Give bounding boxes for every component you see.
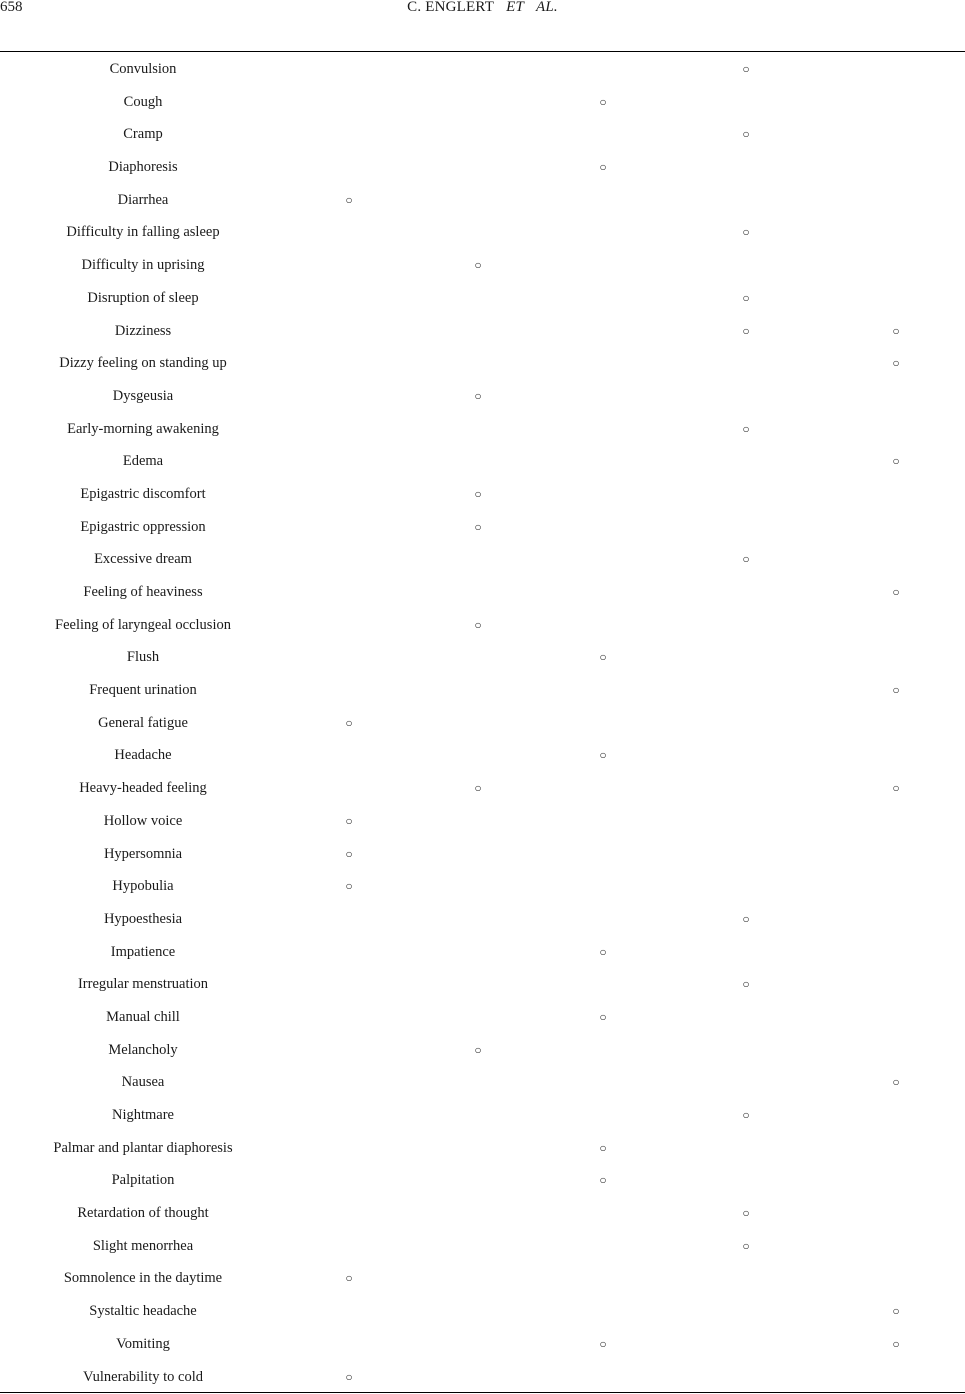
table-row	[0, 150, 965, 183]
symptom-label: Difficulty in uprising	[81, 257, 205, 274]
symptom-label: Headache	[114, 747, 172, 764]
circle-mark-icon: ○	[892, 1304, 900, 1319]
circle-mark-icon: ○	[742, 977, 750, 992]
circle-mark-icon: ○	[345, 879, 353, 894]
table-row	[0, 1196, 965, 1229]
symptom-label: Hypoesthesia	[103, 910, 183, 927]
symptom-label: Cramp	[123, 126, 163, 143]
circle-mark-icon: ○	[345, 192, 353, 207]
circle-mark-icon: ○	[892, 683, 900, 698]
table-row	[0, 510, 965, 543]
table-bottom-rule	[0, 1392, 965, 1393]
running-head	[0, 0, 965, 16]
table-row	[0, 1131, 965, 1164]
table-row	[0, 673, 965, 706]
symptom-label: Excessive dream	[94, 551, 192, 568]
circle-mark-icon: ○	[742, 225, 750, 240]
table-row	[0, 1065, 965, 1098]
circle-mark-icon: ○	[742, 1206, 750, 1221]
circle-mark-icon: ○	[892, 1336, 900, 1351]
table-row	[0, 52, 965, 85]
circle-mark-icon: ○	[599, 94, 607, 109]
symptom-label: Nausea	[121, 1074, 165, 1091]
circle-mark-icon: ○	[345, 715, 353, 730]
symptom-label: Vomiting	[116, 1335, 170, 1352]
table-row	[0, 542, 965, 575]
circle-mark-icon: ○	[474, 258, 482, 273]
table-row	[0, 1000, 965, 1033]
symptom-label: Early-morning awakening	[67, 420, 219, 437]
symptom-label: Dysgeusia	[112, 387, 174, 404]
circle-mark-icon: ○	[742, 552, 750, 567]
symptom-label: Impatience	[110, 943, 176, 960]
symptom-label: Dizzy feeling on standing up	[59, 355, 227, 372]
table-row	[0, 1327, 965, 1360]
symptom-label: Convulsion	[109, 61, 177, 77]
running-head-author: C. ENGLERT	[407, 0, 495, 15]
symptom-label: Hollow voice	[103, 812, 183, 829]
circle-mark-icon: ○	[474, 617, 482, 632]
symptom-label: Diarrhea	[117, 191, 169, 208]
table-row	[0, 477, 965, 510]
circle-mark-icon: ○	[599, 1336, 607, 1351]
circle-mark-icon: ○	[345, 813, 353, 828]
circle-mark-icon: ○	[474, 519, 482, 534]
circle-mark-icon: ○	[345, 846, 353, 861]
symptom-label: Hypobulia	[112, 878, 174, 895]
symptom-label: Feeling of laryngeal occlusion	[55, 616, 231, 633]
circle-mark-icon: ○	[599, 1009, 607, 1024]
circle-mark-icon: ○	[892, 1075, 900, 1090]
symptom-label: Feeling of heaviness	[83, 584, 203, 600]
table-row	[0, 281, 965, 314]
table-row	[0, 608, 965, 641]
circle-mark-icon: ○	[742, 1108, 750, 1122]
table-row	[0, 869, 965, 902]
table-row	[0, 215, 965, 248]
circle-mark-icon: ○	[599, 1173, 607, 1188]
symptom-label: Frequent urination	[89, 682, 197, 699]
table-row	[0, 444, 965, 477]
circle-mark-icon: ○	[742, 290, 750, 305]
symptom-label: Flush	[126, 649, 160, 666]
circle-mark-icon: ○	[742, 323, 750, 338]
symptom-label: Nightmare	[111, 1107, 174, 1123]
circle-mark-icon: ○	[474, 388, 482, 403]
table-row	[0, 1229, 965, 1262]
circle-mark-icon: ○	[892, 323, 900, 338]
table-row	[0, 804, 965, 837]
circle-mark-icon: ○	[474, 1042, 482, 1057]
circle-mark-icon: ○	[345, 1271, 353, 1286]
symptom-label: Dizziness	[114, 322, 172, 339]
table-row	[0, 935, 965, 968]
circle-mark-icon: ○	[892, 454, 900, 469]
circle-mark-icon: ○	[599, 160, 607, 175]
circle-mark-icon: ○	[599, 748, 607, 763]
symptom-label: Heavy-headed feeling	[79, 780, 207, 797]
circle-mark-icon: ○	[474, 486, 482, 501]
symptom-label: Edema	[122, 453, 164, 470]
symptom-label: Palmar and plantar diaphoresis	[53, 1139, 233, 1156]
circle-mark-icon: ○	[742, 421, 750, 436]
symptom-label: Epigastric discomfort	[80, 485, 206, 502]
table-row	[0, 1033, 965, 1066]
circle-mark-icon: ○	[742, 1238, 750, 1253]
table-row	[0, 771, 965, 804]
symptom-label: Melancholy	[108, 1041, 178, 1058]
circle-mark-icon: ○	[892, 356, 900, 371]
table-row	[0, 640, 965, 673]
symptom-label: Diaphoresis	[108, 159, 178, 176]
symptom-label: Palpitation	[111, 1172, 175, 1189]
table-row	[0, 837, 965, 870]
symptom-label: Hypersomnia	[103, 845, 183, 862]
circle-mark-icon: ○	[892, 585, 900, 599]
table-row	[0, 575, 965, 608]
symptom-label: Retardation of thought	[77, 1205, 209, 1222]
table-row	[0, 346, 965, 379]
table-row	[0, 902, 965, 935]
symptom-label: General fatigue	[98, 714, 188, 731]
symptom-label: Slight menorrhea	[92, 1237, 194, 1254]
circle-mark-icon: ○	[892, 781, 900, 796]
table-row	[0, 1360, 965, 1393]
symptom-table	[0, 52, 965, 1392]
symptom-label: Systaltic headache	[89, 1303, 197, 1320]
circle-mark-icon: ○	[742, 127, 750, 142]
symptom-label: Irregular menstruation	[77, 976, 209, 993]
symptom-label: Cough	[123, 93, 163, 110]
table-row	[0, 1098, 965, 1131]
circle-mark-icon: ○	[599, 1140, 607, 1155]
table-row	[0, 967, 965, 1000]
table-row	[0, 183, 965, 216]
symptom-label: Disruption of sleep	[87, 289, 199, 306]
symptom-label: Somnolence in the daytime	[63, 1270, 223, 1287]
running-head-al: AL.	[535, 0, 558, 15]
circle-mark-icon: ○	[742, 911, 750, 926]
circle-mark-icon: ○	[345, 1369, 353, 1384]
circle-mark-icon: ○	[474, 781, 482, 796]
circle-mark-icon: ○	[599, 650, 607, 665]
symptom-label: Manual chill	[106, 1008, 180, 1025]
table-row	[0, 412, 965, 445]
table-row	[0, 85, 965, 118]
page-number: 658	[0, 0, 23, 15]
circle-mark-icon: ○	[742, 62, 750, 76]
symptom-label: Vulnerability to cold	[83, 1368, 203, 1385]
table-row	[0, 1294, 965, 1327]
circle-mark-icon: ○	[599, 944, 607, 959]
table-row	[0, 314, 965, 347]
table-row	[0, 248, 965, 281]
table-row	[0, 1261, 965, 1294]
symptom-label: Difficulty in falling asleep	[66, 224, 220, 241]
running-head-et: ET	[506, 0, 524, 15]
symptom-label: Epigastric oppression	[80, 518, 206, 535]
table-row	[0, 117, 965, 150]
table-row	[0, 738, 965, 771]
table-row	[0, 706, 965, 739]
table-row	[0, 1163, 965, 1196]
table-row	[0, 379, 965, 412]
